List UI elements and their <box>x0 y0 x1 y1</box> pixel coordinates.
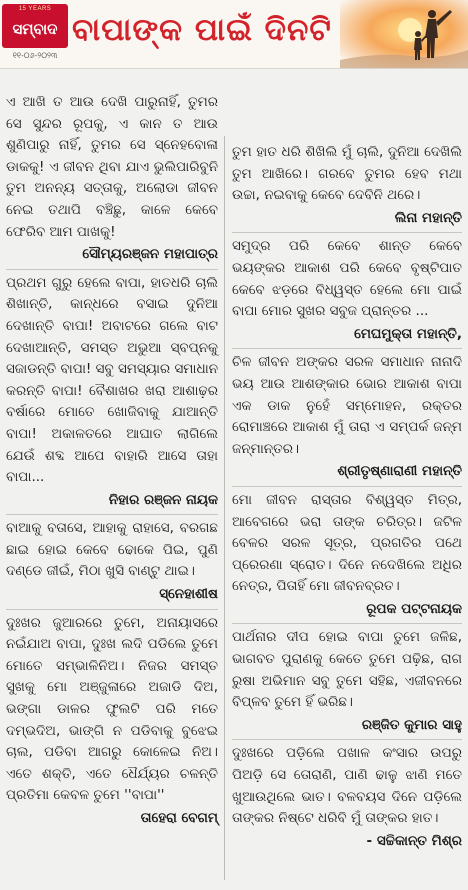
poem-author: ଲିନା ମହାନ୍ତି <box>394 209 462 226</box>
issue-date: ୧୧-୦୬-୨୦୨୩ <box>12 51 58 60</box>
poem-entry <box>6 613 218 830</box>
entry-divider <box>6 269 218 270</box>
right-column <box>232 142 462 855</box>
poem-author: ନିହାର ରଞ୍ଜନ ନାୟକ <box>108 491 218 508</box>
page-title: ବାପାଙ୍କ ପାଇଁ ଦିନଟି <box>72 12 332 48</box>
entry-divider <box>6 609 218 610</box>
page-header <box>0 0 468 69</box>
poem-author: ମେଘମୁକ୍ତା ମହାନ୍ତି, <box>354 325 462 342</box>
poem-author: ସ୍ନେହାଶୀଷ <box>159 586 218 603</box>
poem-entry <box>232 142 462 229</box>
poem-text: ଚିଳ ଜୀବନ ଅଙ୍କର ସରଳ ସମାଧାନ ନାନାଦି ଭୟ ଆଉ ଆଶଙ୍କାର ଭୋର ଆକାଶ ବାପା ଏକ ଡାକ ନୁହେଁ ସମ୍ମୋହନ, ରକ୍ତର ରୋମାଞ୍ଚରେ ଆକାଶ ମୁଁ ତାରା ଏ ସମ୍ପର୍କ ଜନ୍ମ ଜନ୍ମାନ୍ତର। <box>232 354 462 457</box>
entry-divider <box>232 739 462 740</box>
poem-author: ସୌମ୍ୟରଞ୍ଜନ ମହାପାତ୍ର <box>82 246 218 263</box>
poem-author: ତାହେରା ବେଗମ୍ <box>140 810 218 826</box>
poem-entry <box>232 627 462 736</box>
poem-text: ବାଆକୁ ବତାସେ, ଆହାକୁ ରାହାସେ, ବରଗଛ ଛାଇ ହୋଇ କେବେ ଢୋକେ ପିଇ, ପୁଣି ଦଣ୍ଡେ ଜୀଇଁ, ମିଠା ଖୁସି ବାଣ୍ଟୁ ଥାଇ। <box>6 520 218 580</box>
poem-text: ଏ ଆଖି ତ ଆଉ ଦେଖି ପାରୁନାହିଁ, ତୁମର ସେ ସୁନ୍ଦର ରୂପକୁ, ଏ କାନ ତ ଆଉ ଶୁଣିପାରୁ ନାହିଁ, ତୁମର ସେ ସ୍ନେହବୋଳା ଡାକକୁ! ଏ ଜୀବନ ଥିବା ଯାଏ ଭୁଲିପାରିବୁନି ତୁମ ଅନନ୍ୟ ସତ୍ତାକୁ, ଅଲୋଡା ଜୀବନ ନେଇ ତଥାପି ବଞ୍ଚିଛୁ, କାଳେ କେବେ ଫେରିବ ଆମ ପାଖକୁ! <box>6 94 218 240</box>
poem-text: ଦୁଃଖର ଜୁଆରରେ ତୁମେ, ଅନାୟାସରେ ନଇଁଯାଅ ବାପା, ଦୁଃଖ ଲଦି ପଡିଲେ ତୁମେ ମୋତେ ସମ୍ଭାଳିନିଅ। ନିଜର ସମସ୍ତ ସୁଖକୁ ମୋ ଅଞ୍ଜୁଳାରେ ଅଜାଡି ଦିଅ, ଭଙ୍ଗା ଡାଳର ଫୁଲଟି ପରି ମତେ ଦମ୍ଭଦିଅ, ଭାଙ୍ଗି ନ ପଡିବାକୁ ବୁଝେଇ ଚାଲ, ପଡିବା ଆଗରୁ କୋଳେଇ ନିଅ। ଏତେ ଶକ୍ତି, ଏତେ ଧୈର୍ଯ୍ୟର ଚଳନ୍ତି ପ୍ରତିମା କେବଳ ତୁମେ ''ବାପା'' <box>6 614 218 804</box>
sunset-father-child-icon <box>340 0 468 68</box>
column-divider <box>224 136 225 880</box>
poem-entry <box>6 518 218 605</box>
poem-text: ପ୍ରଥମ ଗୁରୁ ହେଲେ ବାପା, ହାତଧରି ଚାଲି ଶିଖାନ୍ତି, କାନ୍ଧରେ ବସାଇ ଦୁନିଆ ଦେଖାନ୍ତି ବାପା! ଅବାଟରେ ଗଲେ ବାଟ ଦେଖାଆନ୍ତି, ସମସ୍ତ ଅଭୁଆ ସ୍ବପ୍ନକୁ ସଜାଡନ୍ତି ବାପା! ସବୁ ସମସ୍ୟାର ସମାଧାନ କରନ୍ତି ବାପା! ବୈଶାଖର ଖରା ଆଶାଢ଼ର ବର୍ଷାରେ ମୋତେ ଖୋଜିବାକୁ ଯାଆନ୍ତି ବାପା! ଅକାଳତରେ ଆଘାତ ଲାଗିଲେ ଯେଉଁ ଶବ୍ଦ ଆପେ ବାହାରି ଆସେ ତାହା ବାପା... <box>6 274 218 486</box>
logo-text: ସମ୍ବାଦ <box>12 20 58 38</box>
poem-author: - ସଚ୍ଚିକାନ୍ତ ମିଶ୍ର <box>366 832 462 849</box>
poem-author: ରୂପକ ପଟ୍ଟନାୟକ <box>366 600 462 617</box>
entry-divider <box>232 623 462 624</box>
poem-entry <box>232 490 462 621</box>
entry-divider <box>232 486 462 487</box>
poem-author: ଶ୍ରୀତୃଷ୍ଣାରାଣୀ ମହାନ୍ତି <box>337 463 462 480</box>
entry-divider <box>232 348 462 349</box>
entry-divider <box>6 514 218 515</box>
poem-author: ରଞ୍ଜିତ କୁମାର ସାହୁ <box>361 716 462 733</box>
samaja-logo <box>2 4 68 48</box>
poem-text: ଦୁଃଖରେ ପଡ଼ିଲେ ପଖାଳ କଂସାର ଉପରୁ ପିଅଡ଼ି ସେ ତୋରାଣି, ପାଣି ଢାଳୁ ଝାଣି ମତେ ଖୁଆଉଥିଲେ ଭାତ। ବଳବୟସ ଦିନେ ପଡ଼ିଲେ ତାଙ୍କର ନିଷ୍ଟେ ଧରିବି ମୁଁ ତାଙ୍କର ହାତ। <box>232 745 462 827</box>
poem-text: ପାର୍ଥନାର ଦୀପ ହୋଇ ବାପା ତୁମେ ଜଳିଛ, ଭାଗବତ ପୁରାଣକୁ କେତେ ତୁମେ ପଢ଼ିଛ, ରାଗ ରୁଷା ଅଭିମାନ ସବୁ ତୁମେ ସହିଛ, ଏଜୀବନରେ ବିପ୍ଳବ ତୁମେ ହିଁ ଭରିଛ। <box>232 629 462 711</box>
poem-text: ମୋ ଜୀବନ ରାସ୍ତାର ବିଶ୍ୱସ୍ତ ମିତ୍ର, ଆବେଗରେ ଭରା ତାଙ୍କ ଚରିତ୍ର। ଜଟିଳ ବେଳର ସରଳ ସୂତ୍ର, ପ୍ରଗତିର ପଥେ ପ୍ରେରଣା ସ୍ରୋତ। ଦିନେ ନଦେଖିଲେ ଅଧିର ନେତ୍ର, ପିତାହିଁ ମୋ ଜୀବନବ୍ରତ। <box>232 491 462 595</box>
poem-entry <box>232 236 462 345</box>
poem-entry <box>6 273 218 512</box>
poem-entry <box>232 743 462 852</box>
logo-years: 15 YEARS <box>18 6 52 12</box>
entry-divider <box>232 232 462 233</box>
left-column <box>6 92 218 833</box>
poem-text: ସମୁଦ୍ର ପରି କେବେ ଶାନ୍ତ କେବେ ଭୟଙ୍କର ଆକାଶ ପରି କେବେ ବୃଷ୍ଟିପାତ କେବେ ଝଡ଼ରେ ବିଧ୍ୱସ୍ତ ହେଲେ ମୋ ପାଇଁ ବାପା ମୋର ସୁଖର ସବୁଜ ପ୍ରାନ୍ତର ... <box>232 238 462 320</box>
poem-entry <box>232 352 462 483</box>
poem-text: ତୁମ ହାତ ଧରି ଶିଖିଲି ମୁଁ ଚାଲି, ଦୁନିଆ ଦେଖିଲି ତୁମ ଆଖିରେ। ଗରବେ ତୁମର ହେବ ମଥା ଉଚ୍ଚା, ନଇବାକୁ କେବେ ଦେବିନି ଥରେ। <box>232 144 462 204</box>
poem-entry <box>6 92 218 266</box>
